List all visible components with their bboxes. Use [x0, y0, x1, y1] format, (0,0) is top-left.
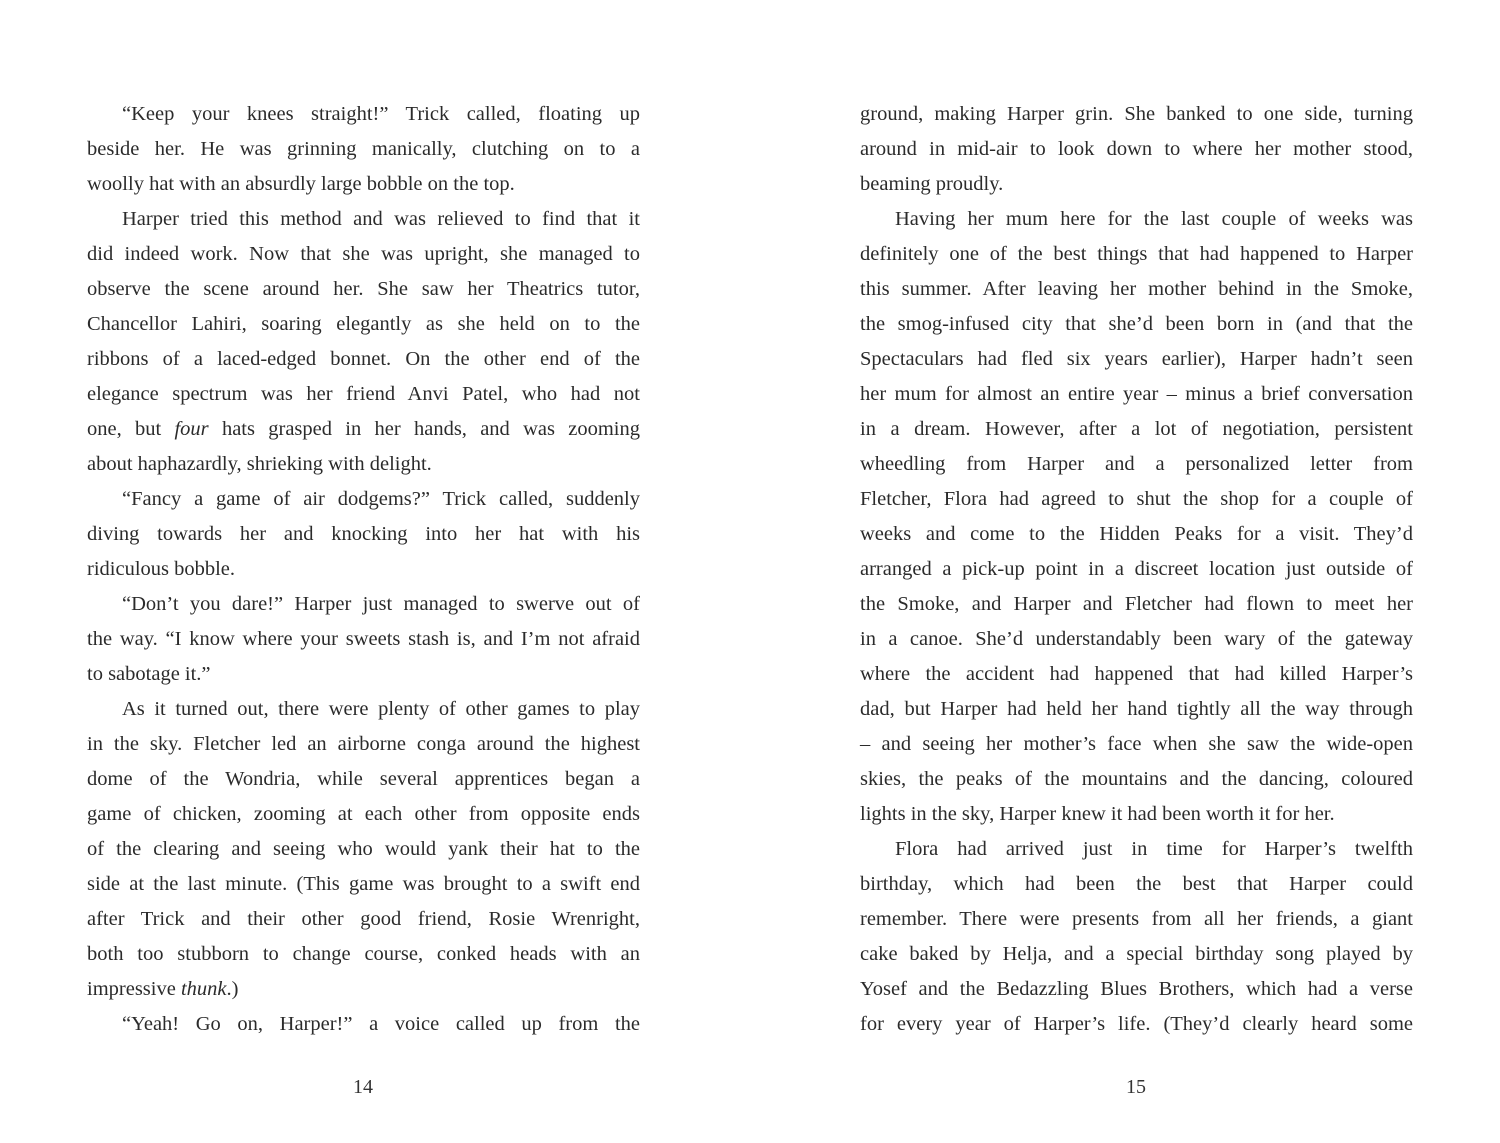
text-line — [87, 272, 640, 307]
text-segment: where the accident had happened that had killed Harper’s — [860, 663, 1413, 685]
italic-text: four — [174, 418, 209, 440]
text-segment: “Don’t you dare!” Harper just managed to swerve out of — [122, 593, 640, 615]
text-segment: to sabotage it.” — [87, 663, 211, 685]
text-segment: the smog-infused city that she’d been born in (and that the — [860, 313, 1413, 335]
text-line — [87, 482, 640, 517]
text-segment: remember. There were presents from all her friends, a giant — [860, 908, 1413, 930]
text-segment: Spectaculars had fled six years earlier), Harper hadn’t seen — [860, 348, 1413, 370]
text-line — [87, 727, 640, 762]
text-segment: Flora had arrived just in time for Harper’s twelfth — [895, 838, 1413, 860]
text-line — [87, 972, 640, 1007]
text-line — [87, 377, 640, 412]
text-segment: birthday, which had been the best that Harper could — [860, 873, 1413, 895]
text-segment: Chancellor Lahiri, soaring elegantly as she held on to the — [87, 313, 640, 335]
text-segment: – and seeing her mother’s face when she saw the wide-open — [860, 733, 1413, 755]
text-line — [87, 167, 640, 202]
text-segment: ribbons of a laced-edged bonnet. On the other end of the — [87, 348, 640, 370]
text-line — [860, 517, 1413, 552]
text-segment: hats grasped in her hands, and was zooming — [208, 418, 640, 440]
text-line — [87, 202, 640, 237]
text-segment: in a dream. However, after a lot of negotiation, persistent — [860, 418, 1413, 440]
text-line — [87, 342, 640, 377]
text-segment: around in mid-air to look down to where her mother stood, — [860, 138, 1413, 160]
text-segment: lights in the sky, Harper knew it had been worth it for her. — [860, 803, 1335, 825]
right-page-text — [860, 97, 1413, 1042]
text-line — [860, 167, 1413, 202]
text-segment: As it turned out, there were plenty of other games to play — [122, 698, 640, 720]
text-line — [860, 447, 1413, 482]
text-segment: Yosef and the Bedazzling Blues Brothers, which had a verse — [860, 978, 1413, 1000]
text-segment: elegance spectrum was her friend Anvi Patel, who had not — [87, 383, 640, 405]
text-segment: ridiculous bobble. — [87, 558, 236, 580]
text-line — [860, 202, 1413, 237]
text-line — [860, 97, 1413, 132]
text-line — [87, 447, 640, 482]
text-line — [860, 727, 1413, 762]
page-number-right: 15 — [1126, 1076, 1146, 1098]
text-line — [860, 692, 1413, 727]
text-line — [87, 1007, 640, 1042]
left-page-text — [87, 97, 640, 1042]
text-segment: skies, the peaks of the mountains and the dancing, coloured — [860, 768, 1413, 790]
text-segment: of the clearing and seeing who would yank their hat to the — [87, 838, 640, 860]
text-segment: side at the last minute. (This game was brought to a swift end — [87, 873, 640, 895]
text-line — [860, 342, 1413, 377]
text-segment: diving towards her and knocking into her hat with his — [87, 523, 640, 545]
text-line — [87, 867, 640, 902]
page-number-left: 14 — [353, 1076, 373, 1098]
text-line — [860, 237, 1413, 272]
text-line — [87, 97, 640, 132]
text-line — [860, 307, 1413, 342]
text-segment: definitely one of the best things that had happened to Harper — [860, 243, 1413, 265]
text-line — [87, 902, 640, 937]
text-segment: game of chicken, zooming at each other from opposite ends — [87, 803, 640, 825]
text-line — [87, 692, 640, 727]
text-segment: beaming proudly. — [860, 173, 1004, 195]
text-line — [860, 272, 1413, 307]
text-line — [87, 552, 640, 587]
text-line — [860, 867, 1413, 902]
text-line — [860, 972, 1413, 1007]
text-line — [860, 132, 1413, 167]
text-line — [860, 902, 1413, 937]
text-line — [860, 657, 1413, 692]
text-line — [860, 1007, 1413, 1042]
text-segment: “Fancy a game of air dodgems?” Trick called, suddenly — [122, 488, 640, 510]
text-segment: after Trick and their other good friend, Rosie Wrenright, — [87, 908, 640, 930]
text-segment: weeks and come to the Hidden Peaks for a visit. They’d — [860, 523, 1413, 545]
text-segment: dad, but Harper had held her hand tightly all the way through — [860, 698, 1413, 720]
text-line — [87, 797, 640, 832]
text-segment: Harper tried this method and was relieved to find that it — [122, 208, 640, 230]
text-segment: did indeed work. Now that she was upright, she managed to — [87, 243, 640, 265]
text-line — [87, 587, 640, 622]
text-line — [87, 132, 640, 167]
text-line — [860, 377, 1413, 412]
text-segment: beside her. He was grinning manically, clutching on to a — [87, 138, 640, 160]
text-line — [860, 937, 1413, 972]
text-line — [87, 517, 640, 552]
text-segment: woolly hat with an absurdly large bobble on the top. — [87, 173, 515, 195]
text-segment: Fletcher, Flora had agreed to shut the shop for a couple of — [860, 488, 1413, 510]
text-segment: the way. “I know where your sweets stash is, and I’m not afraid — [87, 628, 640, 650]
text-line — [87, 762, 640, 797]
text-segment: “Yeah! Go on, Harper!” a voice called up from the — [122, 1013, 640, 1035]
text-line — [860, 552, 1413, 587]
text-segment: this summer. After leaving her mother behind in the Smoke, — [860, 278, 1413, 300]
text-segment: “Keep your knees straight!” Trick called, floating up — [122, 103, 640, 125]
text-line — [87, 307, 640, 342]
text-segment: in the sky. Fletcher led an airborne conga around the highest — [87, 733, 640, 755]
italic-text: thunk — [180, 978, 227, 1000]
text-segment: both too stubborn to change course, conked heads with an — [87, 943, 640, 965]
text-line — [860, 762, 1413, 797]
text-line — [87, 657, 640, 692]
text-segment: cake baked by Helja, and a special birthday song played by — [860, 943, 1413, 965]
text-line — [860, 622, 1413, 657]
text-segment: the Smoke, and Harper and Fletcher had flown to meet her — [860, 593, 1413, 615]
text-line — [860, 832, 1413, 867]
text-segment: her mum for almost an entire year – minus a brief conversation — [860, 383, 1413, 405]
text-segment: .) — [226, 978, 239, 1000]
text-line — [87, 937, 640, 972]
text-segment: for every year of Harper’s life. (They’d clearly heard some — [860, 1013, 1413, 1035]
text-line — [87, 412, 640, 447]
text-line — [860, 797, 1413, 832]
text-segment: observe the scene around her. She saw her Theatrics tutor, — [87, 278, 640, 300]
text-segment: dome of the Wondria, while several apprentices began a — [87, 768, 640, 790]
text-segment: Having her mum here for the last couple of weeks was — [895, 208, 1413, 230]
text-segment: one, but — [87, 418, 175, 440]
text-line — [860, 587, 1413, 622]
text-segment: wheedling from Harper and a personalized letter from — [860, 453, 1413, 475]
text-segment: impressive — [87, 978, 181, 1000]
text-line — [87, 622, 640, 657]
text-line — [87, 832, 640, 867]
text-line — [87, 237, 640, 272]
text-segment: ground, making Harper grin. She banked to one side, turning — [860, 103, 1413, 125]
text-line — [860, 412, 1413, 447]
text-segment: about haphazardly, shrieking with delight. — [87, 453, 432, 475]
text-segment: arranged a pick-up point in a discreet location just outside of — [860, 558, 1413, 580]
text-line — [860, 482, 1413, 517]
text-segment: in a canoe. She’d understandably been wary of the gateway — [860, 628, 1413, 650]
